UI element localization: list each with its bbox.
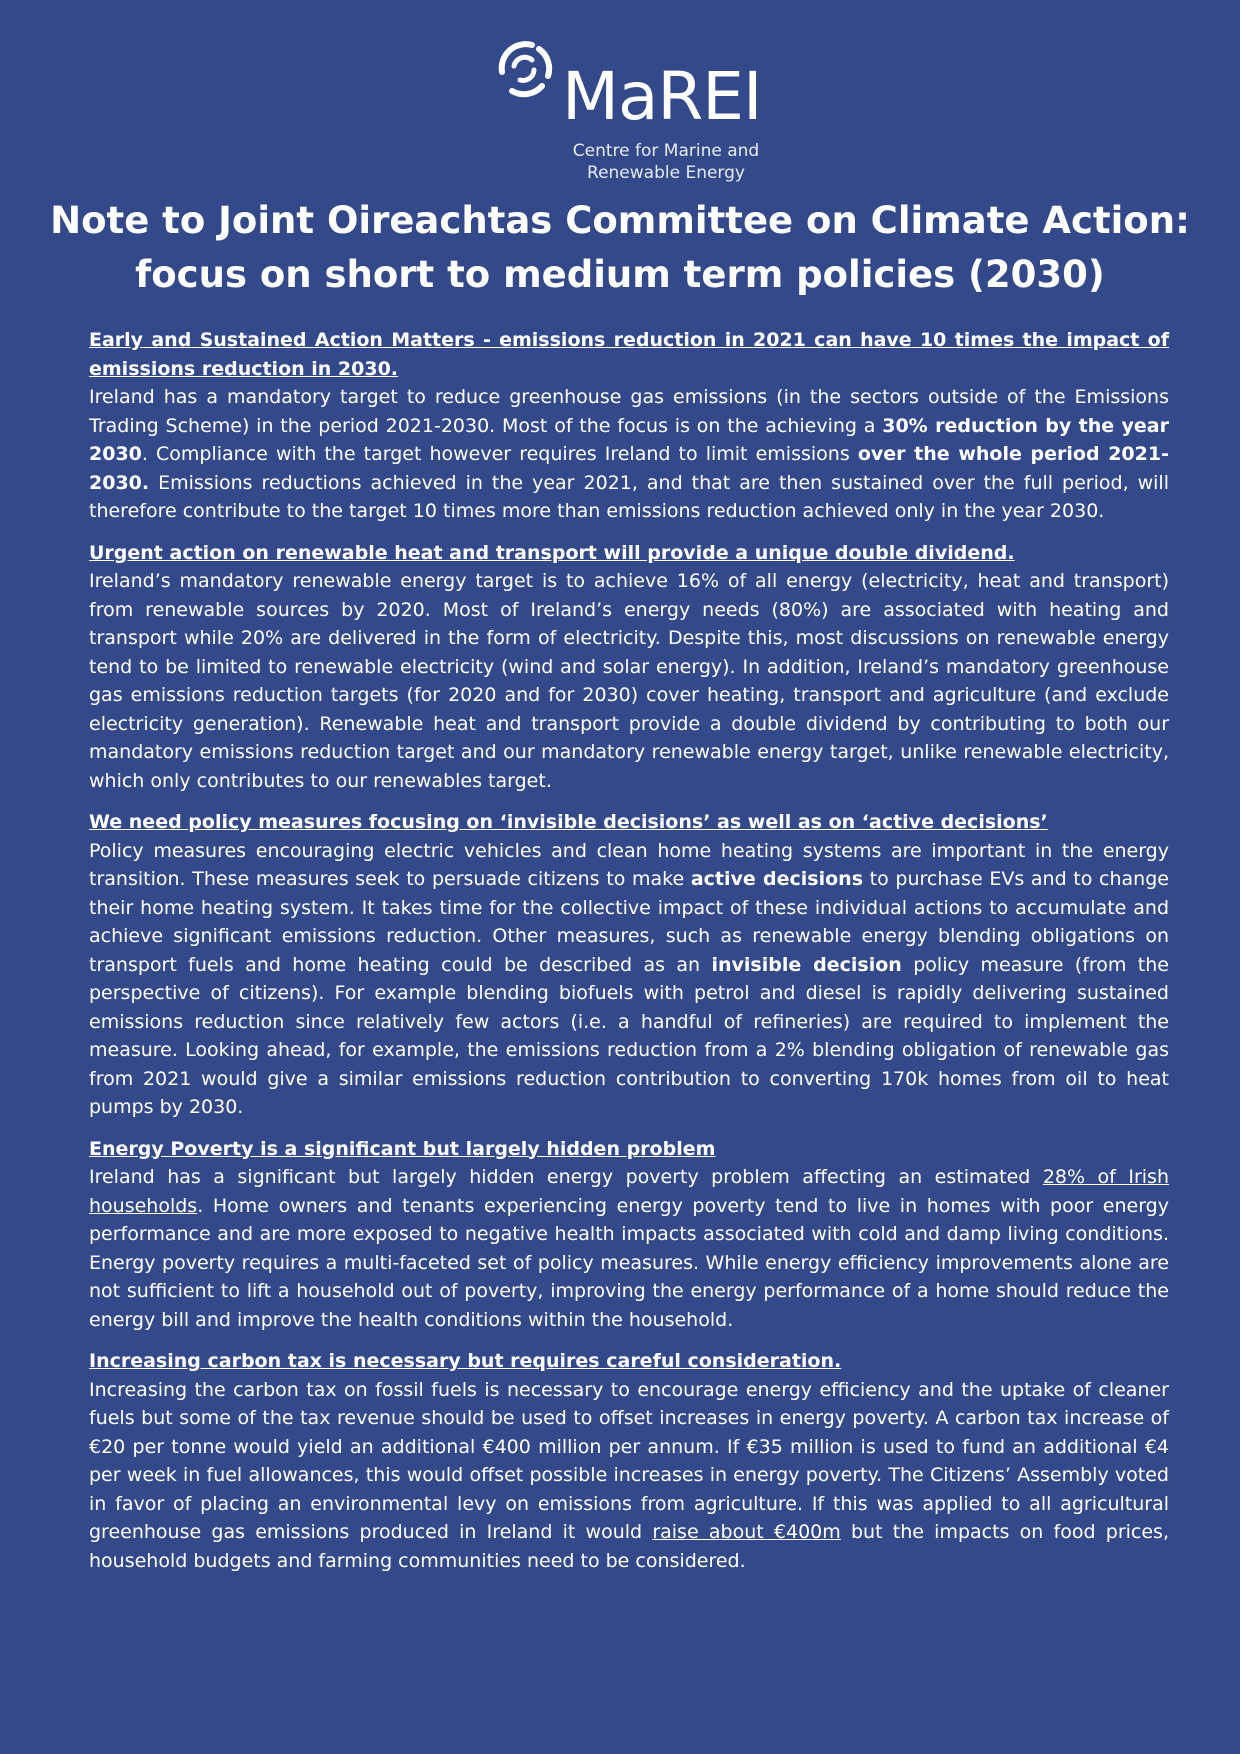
section-invisible-decisions	[89, 808, 1169, 1122]
households-link[interactable]: 28% of Irish households	[89, 1166, 1169, 1217]
paragraph-text: Ireland’s mandatory renewable energy target is to achieve 16% of all energy (electricity, heat and transport) from renewable sources by 2020. Most of Ireland’s energy needs (80%) are associated with heating and transport while 20% are delivered in the form of electricity. Despite this, most discussions on renewable energy tend to be limited to renewable electricity (wind and solar energy). In addition, Ireland’s mandatory greenhouse gas emissions reduction targets (for 2020 and for 2030) cover heating, transport and agriculture (and exclude electricity generation). Renewable heat and transport provide a double dividend by contributing to both our mandatory emissions reduction target and our mandatory renewable energy target, unlike renewable electricity, which only contributes to our renewables target.	[89, 570, 1169, 792]
document-body	[89, 326, 1169, 1588]
page-title-line-1: Note to Joint Oireachtas Committee on Climate Action:	[50, 199, 1190, 242]
section-paragraph	[89, 1163, 1169, 1334]
marei-logo-icon	[492, 36, 558, 102]
paragraph-text: to purchase EVs and to change their home heating system. It takes time for the collective impact of these individual actions to accumulate and achieve significant emissions reduction. Other measures, such as renewable energy blending obligations on transport fuels and home heating could be described as an	[89, 868, 1169, 976]
section-double-dividend	[89, 539, 1169, 796]
section-paragraph	[89, 1376, 1169, 1576]
section-heading: Early and Sustained Action Matters - emissions reduction in 2021 can have 10 times the impact of emissions reduction in 2030.	[89, 329, 1169, 380]
paragraph-text: policy measure (from the perspective of citizens). For example blending biofuels with petrol and diesel is rapidly delivering sustained emissions reduction since relatively few actors (i.e. a handful of refineries) are required to implement the measure. Looking ahead, for example, the emissions reduction from a 2% blending obligation of renewable gas from 2021 would give a similar emissions reduction contribution to converting 170k homes from oil to heat pumps by 2030.	[89, 953, 1169, 1118]
section-heading: Increasing carbon tax is necessary but requires careful consideration.	[89, 1350, 842, 1372]
section-carbon-tax	[89, 1347, 1169, 1575]
section-heading: Urgent action on renewable heat and transport will provide a unique double dividend.	[89, 541, 1015, 564]
levy-link[interactable]: raise about €400m	[652, 1521, 841, 1543]
bold-text: invisible decision	[711, 953, 902, 976]
page-title	[40, 194, 1200, 302]
logo-wordmark: MaREI	[562, 58, 762, 135]
section-energy-poverty	[89, 1135, 1169, 1335]
paragraph-text: Ireland has a mandatory target to reduce greenhouse gas emissions (in the sectors outside of the Emissions Trading Scheme) in the period 2021-2030. Most of the focus is on the achieving a	[89, 386, 1169, 437]
page-title-line-2: focus on short to medium term policies (2030)	[135, 253, 1105, 296]
paragraph-text: Emissions reductions achieved in the year 2021, and that are then sustained over the full period, will therefore contribute to the target 10 times more than emissions reduction achieved only in the year 2030.	[89, 471, 1169, 522]
paragraph-text: Policy measures encouraging electric vehicles and clean home heating systems are important in the energy transition. These measures seek to persuade citizens to make	[89, 839, 1169, 890]
marei-logo	[492, 30, 772, 190]
paragraph-text: . Home owners and tenants experiencing energy poverty tend to live in homes with poor energy performance and are more exposed to negative health impacts associated with cold and damp living conditions. Energy poverty requires a multi-faceted set of policy measures. While energy efficiency improvements alone are not sufficient to lift a household out of poverty, improving the energy performance of a home should reduce the energy bill and improve the health conditions within the household.	[89, 1194, 1169, 1331]
paragraph-text: . Compliance with the target however requires Ireland to limit emissions	[141, 443, 858, 465]
section-heading: Energy Poverty is a significant but largely hidden problem	[89, 1137, 716, 1160]
section-paragraph	[89, 567, 1169, 795]
bold-text: over the whole period 2021-2030.	[89, 443, 1169, 494]
section-paragraph	[89, 837, 1169, 1122]
paragraph-text: Increasing the carbon tax on fossil fuels is necessary to encourage energy efficiency and the uptake of cleaner fuels but some of the tax revenue should be used to offset increases in energy poverty. A carbon tax increase of €20 per tonne would yield an additional €400 million per annum. If €35 million is used to fund an additional €4 per week in fuel allowances, this would offset possible increases in energy poverty. The Citizens’ Assembly voted in favor of placing an environmental levy on emissions from agriculture. If this was applied to all agricultural greenhouse gas emissions produced in Ireland it would	[89, 1378, 1169, 1543]
section-paragraph	[89, 383, 1169, 526]
section-heading: We need policy measures focusing on ‘invisible decisions’ as well as on ‘active decisions’	[89, 811, 1048, 833]
paragraph-text: Ireland has a significant but largely hidden energy poverty problem affecting an estimated	[89, 1166, 1043, 1188]
logo-tagline	[566, 140, 766, 184]
logo-tagline-line-2: Renewable Energy	[587, 163, 745, 183]
paragraph-text: but the impacts on food prices, household budgets and farming communities need to be considered.	[89, 1521, 1169, 1572]
bold-text: 30% reduction by the year 2030	[89, 414, 1169, 465]
bold-text: active decisions	[690, 868, 864, 890]
logo-tagline-line-1: Centre for Marine and	[572, 141, 760, 161]
section-early-action	[89, 326, 1169, 526]
